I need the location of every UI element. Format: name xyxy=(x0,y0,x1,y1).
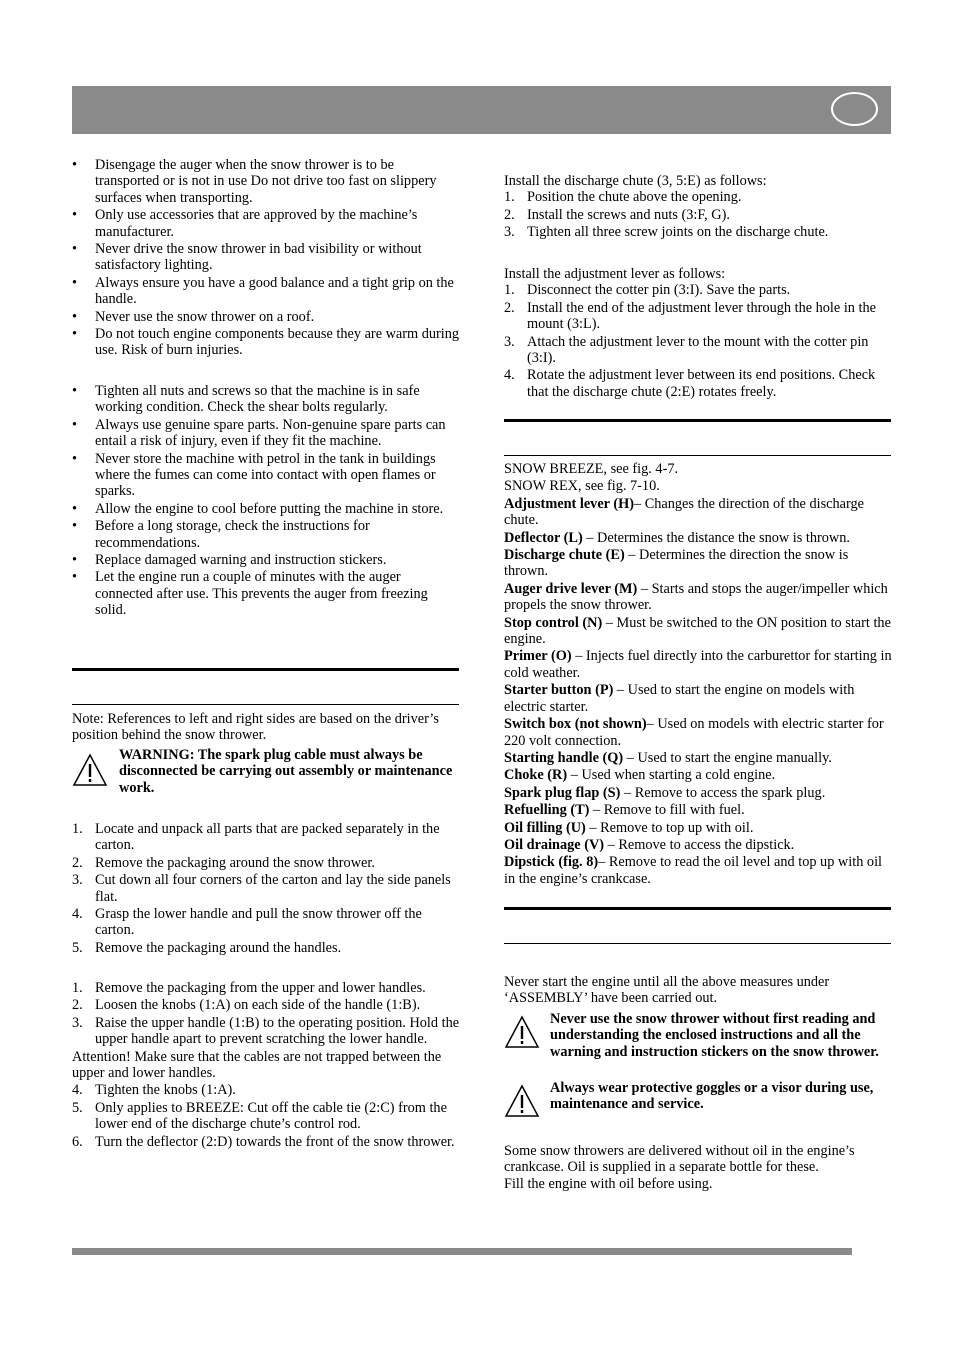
list-item xyxy=(72,980,460,996)
step-number: 2. xyxy=(504,299,515,316)
step-text: Disconnect the cotter pin (3:I). Save the parts. xyxy=(527,282,791,299)
list-item: • Replace damaged warning and instruction stickers. xyxy=(72,552,460,568)
lever-intro: Install the adjustment lever as follows: xyxy=(504,266,726,282)
oil-note-text: Some snow throwers are delivered without oil in the engine’s crankcase. Oil is supplied in a separate bottle for these. xyxy=(504,1143,855,1176)
list-item xyxy=(72,997,460,1013)
fig-ref-breeze: SNOW BREEZE, see fig. 4-7. xyxy=(504,461,679,477)
controls-description xyxy=(504,461,892,888)
control-desc: – Remove to top up with oil. xyxy=(585,819,754,836)
list-item xyxy=(504,300,892,333)
control-desc: – Starts and stops the auger/impeller which propels the snow thrower. xyxy=(504,580,888,614)
start-note xyxy=(504,974,892,1007)
list-item xyxy=(72,872,460,905)
section-rule xyxy=(504,419,891,422)
step-number: 5. xyxy=(72,939,83,956)
assembly-warning xyxy=(72,747,460,796)
step-number: 3. xyxy=(504,224,515,241)
list-item xyxy=(72,1015,460,1048)
control-desc: – Remove to access the spark plug. xyxy=(620,784,826,801)
list-item xyxy=(504,207,892,223)
control-definition xyxy=(504,837,892,853)
instructions-warning xyxy=(504,1011,892,1060)
section-rule xyxy=(72,668,459,671)
list-item: • Always ensure you have a good balance and a tight grip on the handle. xyxy=(72,275,460,308)
list-item xyxy=(72,1100,460,1133)
list-item xyxy=(504,367,892,400)
step-number: 2. xyxy=(72,997,83,1014)
step-number: 4. xyxy=(504,367,515,384)
list-item xyxy=(504,189,892,205)
step-text: Raise the upper handle (1:B) to the operating position. Hold the upper handle apart to prevent scratching the lower handle. xyxy=(95,1014,460,1048)
side-reference-note xyxy=(72,711,460,744)
step-number: 3. xyxy=(72,1014,83,1031)
step-text: Rotate the adjustment lever between its end positions. Check that the discharge chute (2:E) rotates freely. xyxy=(527,367,876,400)
control-term: Spark plug flap (S) xyxy=(504,784,621,801)
control-term: Deflector (L) xyxy=(504,529,583,546)
list-item xyxy=(504,224,892,240)
control-term: Choke (R) xyxy=(504,767,568,784)
step-number: 5. xyxy=(72,1099,83,1116)
step-text: Attach the adjustment lever to the mount with the cotter pin (3:I). xyxy=(527,333,869,367)
safety-bullets-maintenance xyxy=(72,383,460,620)
step-number: 3. xyxy=(504,333,515,350)
start-note-text: Never start the engine until all the above measures under ‘ASSEMBLY’ have been carried out. xyxy=(504,974,830,1007)
step-text: Remove the packaging around the snow thrower. xyxy=(95,854,375,871)
list-item xyxy=(504,334,892,367)
step-text: Grasp the lower handle and pull the snow thrower off the carton. xyxy=(95,906,422,939)
subsection-rule xyxy=(72,704,459,705)
control-term: Oil drainage (V) xyxy=(504,836,605,853)
control-desc: – Changes the direction of the discharge chute. xyxy=(504,495,864,529)
list-item xyxy=(72,906,460,939)
control-definition xyxy=(504,615,892,648)
step-text: Tighten all three screw joints on the discharge chute. xyxy=(527,224,829,241)
list-item: • Before a long storage, check the instructions for recommendations. xyxy=(72,518,460,551)
control-definition xyxy=(504,682,892,715)
control-definition xyxy=(504,854,892,887)
step-text: Position the chute above the opening. xyxy=(527,189,742,206)
control-definition xyxy=(504,547,892,580)
attention-note: Attention! Make sure that the cables are not trapped between the upper and lower handles. xyxy=(72,1048,442,1082)
subsection-rule xyxy=(504,943,891,944)
step-number: 4. xyxy=(72,1082,83,1099)
list-item: • Never drive the snow thrower in bad visibility or without satisfactory lighting. xyxy=(72,241,460,274)
list-item: • Do not touch engine components because they are warm during use. Risk of burn injuries. xyxy=(72,326,460,359)
warning-text: Always wear protective goggles or a visor during use, maintenance and service. xyxy=(550,1080,874,1113)
list-item xyxy=(72,855,460,871)
control-term: Starting handle (Q) xyxy=(504,749,624,766)
step-number: 1. xyxy=(72,821,83,837)
list-item: • Disengage the auger when the snow thrower is to be transported or is not in use Do not drive too fast on slippery surfaces when transporting. xyxy=(72,157,460,206)
list-item xyxy=(72,940,460,956)
control-term: Primer (O) xyxy=(504,648,572,665)
control-desc: – Remove to access the dipstick. xyxy=(604,836,795,853)
step-text: Turn the deflector (2:D) towards the front of the snow thrower. xyxy=(95,1133,455,1150)
step-number: 3. xyxy=(72,872,83,889)
control-desc: – Used to start the engine on models with electric starter. xyxy=(504,682,855,715)
step-number: 4. xyxy=(72,906,83,923)
step-number: 2. xyxy=(72,854,83,871)
list-item: • Allow the engine to cool before putting the machine in store. xyxy=(72,501,460,517)
control-definition xyxy=(504,581,892,614)
list-item: • Tighten all nuts and screws so that the machine is in safe working condition. Check the shear bolts regularly. xyxy=(72,383,460,416)
control-term: Dipstick (fig. 8) xyxy=(504,854,599,871)
list-item: • Never use the snow thrower on a roof. xyxy=(72,309,460,325)
control-desc: – Remove to fill with fuel. xyxy=(589,802,745,819)
control-term: Switch box (not shown) xyxy=(504,716,647,733)
warning-text: Never use the snow thrower without first reading and understanding the enclosed instructions and all the warning and instruction stickers on the snow thrower. xyxy=(550,1011,879,1060)
section-rule xyxy=(504,907,891,910)
step-text: Install the end of the adjustment lever through the hole in the mount (3:L). xyxy=(527,299,876,333)
control-term: Refuelling (T) xyxy=(504,802,590,819)
control-desc: – Must be switched to the ON position to start the engine. xyxy=(504,614,891,648)
step-text: Locate and unpack all parts that are packed separately in the carton. xyxy=(95,821,440,854)
step-text: Install the screws and nuts (3:F, G). xyxy=(527,206,730,223)
control-definition xyxy=(504,496,892,529)
control-definition xyxy=(504,767,892,783)
step-text: Only applies to BREEZE: Cut off the cable tie (2:C) from the lower end of the discharge chute’s control rod. xyxy=(95,1099,447,1133)
control-desc: – Determines the direction the snow is thrown. xyxy=(504,547,849,580)
handle-steps xyxy=(72,980,460,1151)
warning-icon xyxy=(504,1015,540,1049)
list-item: • Only use accessories that are approved by the machine’s manufacturer. xyxy=(72,207,460,240)
step-number: 1. xyxy=(504,189,515,206)
fig-ref-rex: SNOW REX, see fig. 7-10. xyxy=(504,478,660,495)
control-term: Auger drive lever (M) xyxy=(504,580,638,597)
control-desc: – Used when starting a cold engine. xyxy=(567,767,776,784)
safety-bullets-transport xyxy=(72,157,460,360)
control-definition xyxy=(504,530,892,546)
list-item xyxy=(72,1082,460,1098)
step-text: Remove the packaging from the upper and lower handles. xyxy=(95,980,426,996)
chute-install xyxy=(504,173,892,242)
list-item: • Always use genuine spare parts. Non-genuine spare parts can entail a risk of injury, even if they fit the machine. xyxy=(72,417,460,450)
control-definition xyxy=(504,648,892,681)
oil-note-text-2: Fill the engine with oil before using. xyxy=(504,1175,713,1192)
note-text: Note: References to left and right sides are based on the driver’s position behind the snow thrower. xyxy=(72,711,439,744)
step-number: 1. xyxy=(504,282,515,299)
control-desc: – Remove to read the oil level and top up with oil in the engine’s crankcase. xyxy=(504,854,883,887)
control-term: Starter button (P) xyxy=(504,682,614,699)
footer-bar xyxy=(72,1248,852,1255)
chute-intro: Install the discharge chute (3, 5:E) as follows: xyxy=(504,173,767,189)
control-term: Stop control (N) xyxy=(504,614,603,631)
goggles-warning xyxy=(504,1080,892,1113)
control-definition xyxy=(504,802,892,818)
warning-text: WARNING: The spark plug cable must always be disconnected be carrying out assembly or maintenance work. xyxy=(119,747,453,796)
control-desc: – Used on models with electric starter for 220 volt connection. xyxy=(504,716,884,749)
list-item: • Never store the machine with petrol in the tank in buildings where the fumes can come into contact with open flames or sparks. xyxy=(72,451,460,500)
warning-icon xyxy=(72,753,108,787)
list-item xyxy=(504,282,892,298)
step-text: Tighten the knobs (1:A). xyxy=(95,1082,236,1099)
control-definition xyxy=(504,820,892,836)
control-term: Oil filling (U) xyxy=(504,819,586,836)
control-definition xyxy=(504,785,892,801)
step-text: Cut down all four corners of the carton and lay the side panels flat. xyxy=(95,872,451,905)
step-number: 2. xyxy=(504,206,515,223)
list-item: • Let the engine run a couple of minutes with the auger connected after use. This prevents the auger from freezing solid. xyxy=(72,569,460,618)
step-number: 1. xyxy=(72,980,83,996)
language-badge xyxy=(831,92,878,126)
header-bar xyxy=(72,86,891,134)
list-item xyxy=(72,821,460,854)
unpacking-steps xyxy=(72,821,460,957)
lever-install xyxy=(504,266,892,401)
control-desc: – Determines the distance the snow is thrown. xyxy=(582,529,850,546)
list-item xyxy=(72,1134,460,1150)
control-definition xyxy=(504,716,892,749)
step-text: Remove the packaging around the handles. xyxy=(95,939,342,956)
warning-icon xyxy=(504,1084,540,1118)
control-term: Adjustment lever (H) xyxy=(504,495,634,512)
control-desc: – Injects fuel directly into the carburettor for starting in cold weather. xyxy=(504,648,892,681)
step-text: Loosen the knobs (1:A) on each side of the handle (1:B). xyxy=(95,997,421,1014)
oil-note xyxy=(504,1143,892,1192)
control-definition xyxy=(504,750,892,766)
subsection-rule xyxy=(504,455,891,456)
control-desc: – Used to start the engine manually. xyxy=(623,749,832,766)
step-number: 6. xyxy=(72,1133,83,1150)
control-term: Discharge chute (E) xyxy=(504,547,625,564)
